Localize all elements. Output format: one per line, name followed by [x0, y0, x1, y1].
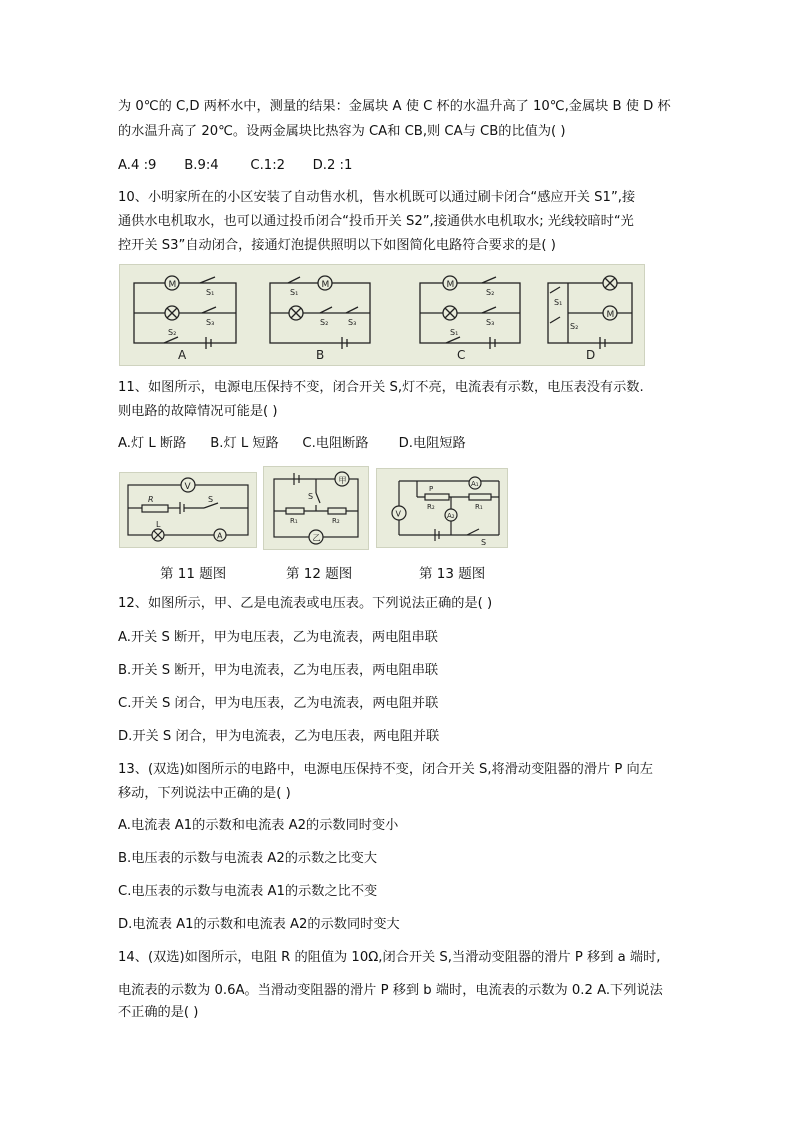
q11-option-c: C.电阻断路: [302, 436, 369, 451]
svg-text:V: V: [184, 482, 191, 492]
q11-option-a: A.灯 L 断路: [118, 436, 187, 451]
q13-option-a: A.电流表 A1的示数和电流表 A2的示数同时变小: [118, 818, 399, 833]
q10-line2: 通供水电机取水，也可以通过投币闭合“投币开关 S2”,接通供水电机取水; 光线较暗时“光: [118, 214, 634, 229]
q13-option-c: C.电压表的示数与电流表 A1的示数之比不变: [118, 884, 378, 899]
q11-line1: 11、如图所示，电源电压保持不变，闭合开关 S,灯不亮，电流表有示数，电压表没有示数.: [118, 380, 644, 395]
svg-text:S₂: S₂: [320, 318, 329, 327]
fig-13-caption: 第 13 题图: [419, 566, 486, 582]
svg-text:L: L: [156, 520, 161, 529]
q12-option-d: D.开关 S 闭合，甲为电流表，乙为电压表，两电阻并联: [118, 729, 440, 744]
q13-line1: 13、(双选)如图所示的电路中，电源电压保持不变，闭合开关 S,将滑动变阻器的滑片 P 向左: [118, 762, 653, 777]
q14-line2: 电流表的示数为 0.6A。当滑动变阻器的滑片 P 移到 b 端时，电流表的示数为 0.2 A.下列说法: [118, 983, 663, 998]
q9-line2: 的水温升高了 20℃。设两金属块比热容为 CA和 CB,则 CA与 CB的比值为( ): [118, 124, 566, 139]
circuit-a-label: A: [178, 348, 187, 362]
q14-line3: 不正确的是( ): [118, 1005, 199, 1020]
q13-option-b: B.电压表的示数与电流表 A2的示数之比变大: [118, 851, 378, 866]
circuit-c: [420, 276, 520, 349]
svg-text:M: M: [606, 310, 615, 320]
svg-text:R₁: R₁: [290, 517, 298, 525]
circuit-b: [270, 276, 370, 349]
q12-option-b: B.开关 S 断开，甲为电流表，乙为电压表，两电阻串联: [118, 663, 439, 678]
svg-text:M: M: [168, 280, 177, 290]
q10-line3: 控开关 S3”自动闭合，接通灯泡提供照明以下如图简化电路符合要求的是( ): [118, 238, 556, 253]
svg-text:甲: 甲: [338, 476, 347, 485]
svg-text:A₁: A₁: [471, 480, 479, 488]
fig-12-caption: 第 12 题图: [286, 566, 353, 582]
circuit-d-label: D: [586, 348, 596, 362]
q9-option-a: A.4 :9: [118, 158, 157, 173]
svg-text:P: P: [429, 485, 434, 493]
circuit-b-label: B: [316, 348, 325, 362]
svg-text:S₁: S₁: [290, 288, 299, 297]
q12-option-c: C.开关 S 闭合，甲为电压表，乙为电流表，两电阻并联: [118, 696, 439, 711]
q13-line2: 移动，下列说法中正确的是( ): [118, 786, 291, 801]
q9-option-d: D.2 :1: [312, 158, 353, 173]
svg-text:R: R: [148, 495, 154, 504]
fig-13-circuit: [376, 468, 508, 548]
svg-text:M: M: [446, 280, 455, 290]
q10-line1: 10、小明家所在的小区安装了自动售水机，售水机既可以通过刷卡闭合“感应开关 S1”,接: [118, 190, 636, 205]
q9-option-c: C.1:2: [250, 158, 286, 173]
svg-text:S: S: [481, 538, 487, 547]
q14-line1: 14、(双选)如图所示，电阻 R 的阻值为 10Ω,闭合开关 S,当滑动变阻器的滑片 P 移到 a 端时,: [118, 950, 661, 965]
q11-line2: 则电路的故障情况可能是( ): [118, 404, 278, 419]
q12-stem: 12、如图所示，甲、乙是电流表或电压表。下列说法正确的是( ): [118, 596, 493, 611]
svg-text:S₁: S₁: [206, 288, 215, 297]
fig-12-circuit: [263, 466, 369, 550]
circuit-a: [134, 276, 236, 349]
svg-text:R₂: R₂: [427, 503, 435, 511]
svg-text:S₃: S₃: [348, 318, 357, 327]
fig-11-caption: 第 11 题图: [160, 566, 227, 582]
svg-text:S: S: [208, 495, 214, 504]
fig-11-circuit: [119, 472, 257, 548]
q11-options: [118, 434, 466, 454]
svg-text:V: V: [395, 509, 401, 519]
svg-text:乙: 乙: [312, 533, 321, 543]
svg-text:S₁: S₁: [450, 328, 459, 337]
q12-option-a: A.开关 S 断开，甲为电压表，乙为电流表，两电阻串联: [118, 630, 438, 645]
svg-text:S₁: S₁: [554, 298, 563, 307]
q13-option-d: D.电流表 A1的示数和电流表 A2的示数同时变大: [118, 917, 400, 932]
svg-text:S₃: S₃: [206, 318, 215, 327]
q10-circuit-figure: [119, 264, 645, 366]
q11-option-b: B.灯 L 短路: [210, 436, 279, 451]
svg-text:A₂: A₂: [447, 512, 455, 520]
circuit-d: [548, 276, 632, 349]
svg-text:S₃: S₃: [486, 318, 495, 327]
q9-option-b: B.9:4: [184, 158, 219, 173]
q9-line1: 为 0℃的 C,D 两杯水中，测量的结果：金属块 A 使 C 杯的水温升高了 10℃,金属块 B 使 D 杯: [118, 99, 671, 114]
q9-options: [118, 156, 352, 176]
svg-text:A: A: [217, 531, 223, 541]
svg-text:S₂: S₂: [570, 322, 579, 331]
svg-text:R₁: R₁: [475, 503, 483, 511]
svg-text:M: M: [321, 280, 330, 290]
svg-text:S₂: S₂: [168, 328, 177, 337]
q11-option-d: D.电阻短路: [398, 436, 466, 451]
svg-text:S₂: S₂: [486, 288, 495, 297]
svg-text:R₂: R₂: [332, 517, 340, 525]
svg-text:S: S: [308, 492, 314, 501]
circuit-c-label: C: [457, 348, 466, 362]
